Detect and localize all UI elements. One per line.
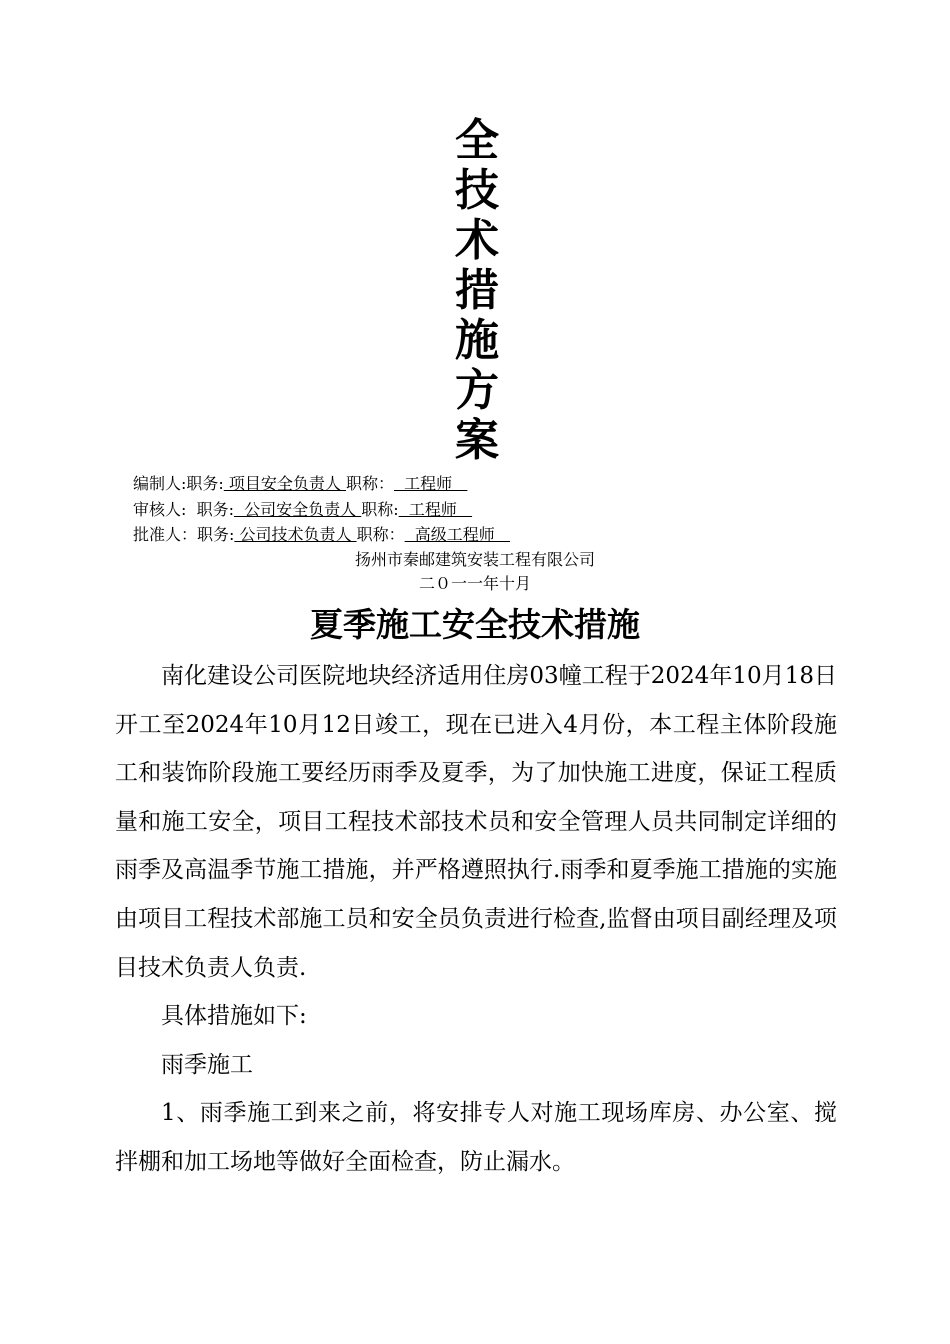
signature-title: 高级工程师 — [404, 525, 511, 544]
title-char: 术 — [455, 215, 499, 266]
signature-reviewer — [133, 500, 472, 520]
document-title: 夏季施工安全技术措施 — [310, 605, 640, 644]
signature-title-label: 职称: — [361, 500, 399, 519]
signature-role: 编制人:职务: — [133, 474, 224, 493]
signature-position: 公司技术负责人 — [234, 525, 357, 544]
body-paragraph: 雨季施工 — [161, 1051, 253, 1078]
signature-role: 审核人: 职务: — [133, 500, 234, 519]
signature-compiler — [133, 474, 467, 494]
cover-date: 二０一一年十月 — [418, 574, 531, 593]
document-body — [115, 652, 837, 1187]
body-paragraph: 南化建设公司医院地块经济适用住房03幢工程于2024年10月18日开工至2024年10月12日竣工，现在已进入4月份，本工程主体阶段施工和装饰阶段施工要经历雨季及夏季，为了加快施工进度，保证工程质量和施工安全，项目工程技术部技术员和安全管理人员共同制定详细的雨季及高温季节施工措施，并严格遵照执行.雨季和夏季施工措施的实施由项目工程技术部施工员和安全员负责进行检查,监督由项目副经理及项目技术负责人负责. — [115, 663, 837, 981]
title-char: 全 — [455, 115, 499, 166]
cover-vertical-title — [449, 116, 505, 466]
title-char: 案 — [455, 415, 499, 466]
title-char: 施 — [455, 315, 499, 366]
signature-position: 公司安全负责人 — [233, 500, 362, 519]
signature-title-label: 职称： — [345, 474, 394, 493]
company-name: 扬州市秦邮建筑安装工程有限公司 — [354, 550, 595, 569]
title-char: 技 — [455, 165, 499, 216]
signature-role: 批准人：职务: — [133, 525, 235, 544]
signature-title: 工程师 — [394, 474, 468, 493]
title-char: 措 — [455, 265, 499, 316]
body-paragraph: 1、雨季施工到来之前，将安排专人对施工现场库房、办公室、搅拌棚和加工场地等做好全面检查，防止漏水。 — [115, 1100, 837, 1175]
signature-approver — [133, 525, 510, 545]
title-char: 方 — [455, 365, 499, 416]
signature-title-label: 职称： — [356, 525, 405, 544]
body-paragraph: 具体措施如下: — [161, 1003, 307, 1030]
signature-position: 项目安全负责人 — [223, 474, 346, 493]
signature-title: 工程师 — [398, 500, 473, 519]
